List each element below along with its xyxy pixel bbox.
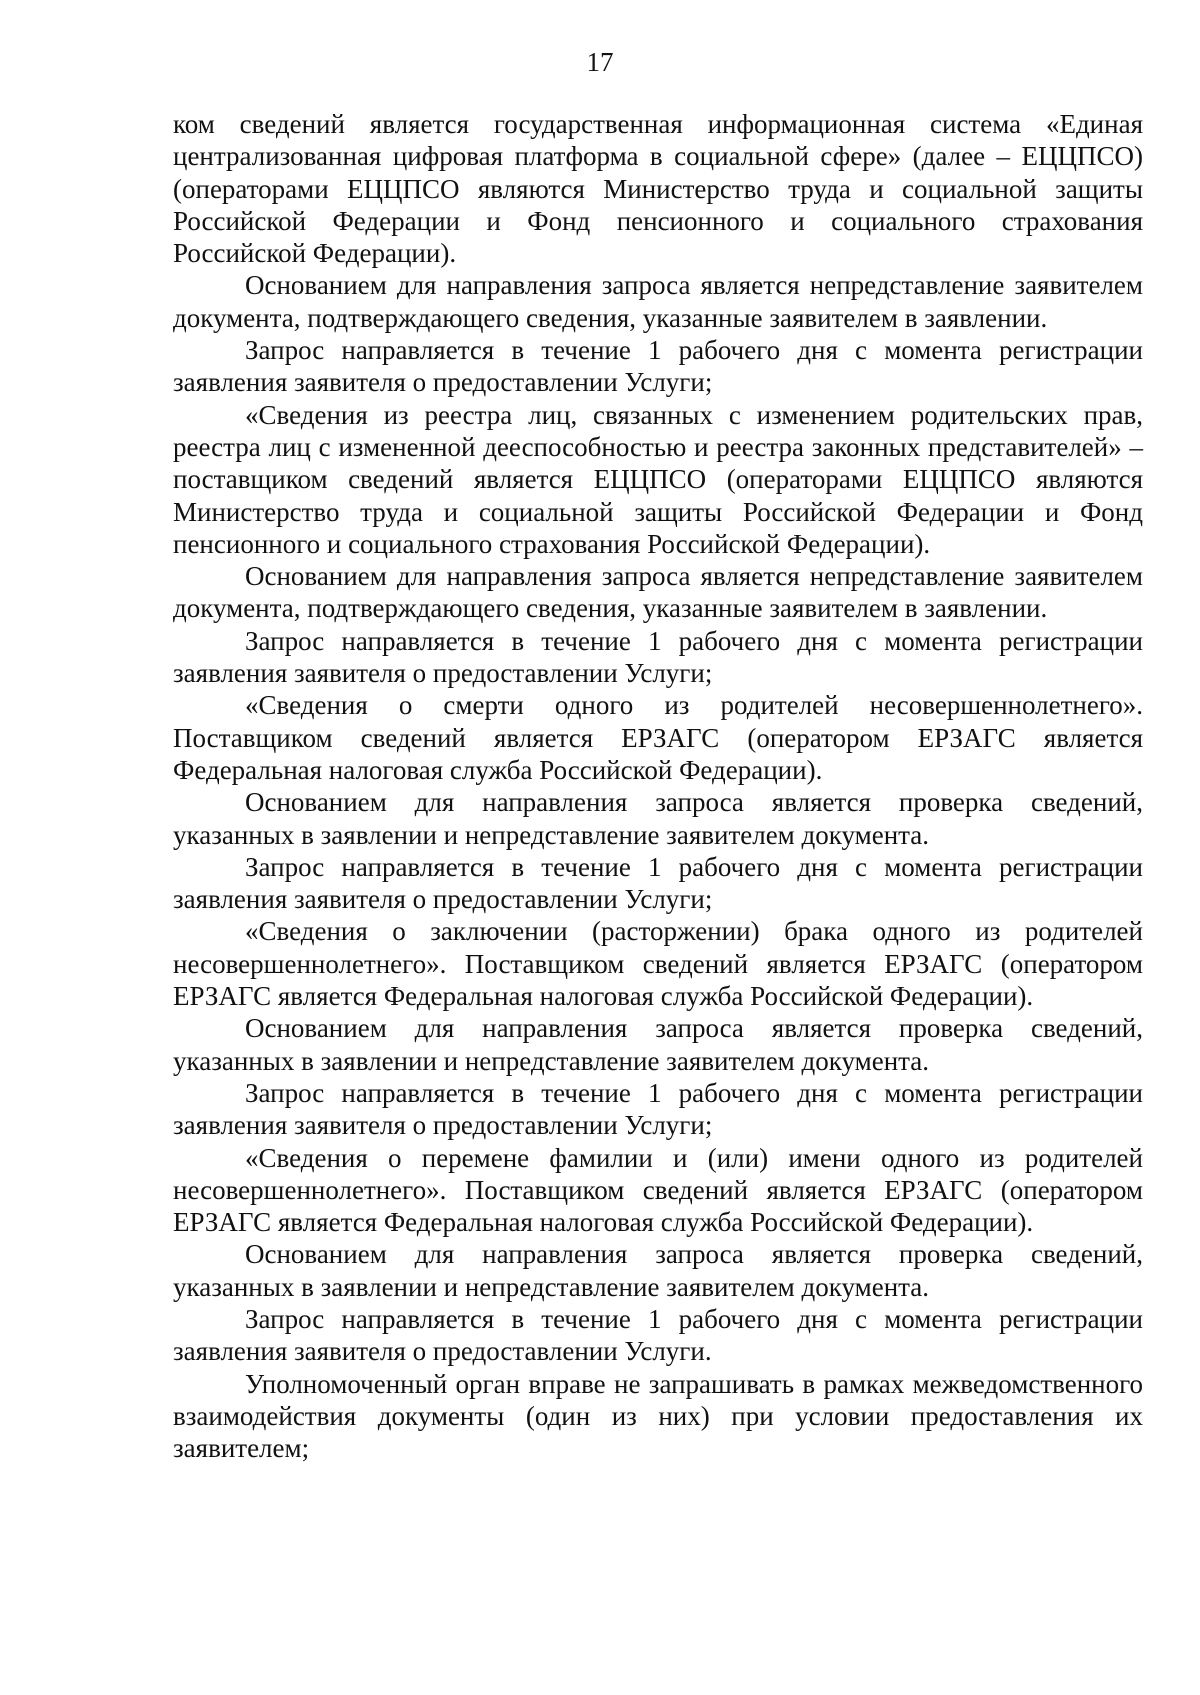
paragraph: Уполномоченный орган вправе не запрашивать в рамках межведомственного взаимодействия документы (один из них) при условии предоставления их заявителем; [173, 1368, 1143, 1464]
paragraph: ком сведений является государственная информационная система «Единая централизованная цифровая платформа в социальной сфере» (далее – ЕЦЦПСО) (операторами ЕЦЦПСО являются Министерство труда и социальной защиты Российской Федерации и Фонд пенсионного и социального страхования Российской Федерации). [173, 109, 1143, 269]
paragraph: «Сведения из реестра лиц, связанных с изменением родительских прав, реестра лиц с измененной дееспособностью и реестра законных представителей» – поставщиком сведений является ЕЦЦПСО (операторами ЕЦЦПСО являются Министерство труда и социальной защиты Российской Федерации и Фонд пенсионного и социального страхования Российской Федерации). [173, 399, 1143, 559]
document-body [173, 108, 1143, 1464]
paragraph: Запрос направляется в течение 1 рабочего дня с момента регистрации заявления заявителя о предоставлении Услуги; [173, 1077, 1143, 1141]
paragraph: Основанием для направления запроса является проверка сведений, указанных в заявлении и непредставление заявителем документа. [173, 1013, 1143, 1076]
paragraph: Основанием для направления запроса является проверка сведений, указанных в заявлении и непредставление заявителем документа. [173, 1239, 1143, 1302]
paragraph: Запрос направляется в течение 1 рабочего дня с момента регистрации заявления заявителя о предоставлении Услуги; [173, 625, 1143, 689]
paragraph: Запрос направляется в течение 1 рабочего дня с момента регистрации заявления заявителя о предоставлении Услуги; [173, 851, 1143, 915]
page-number: 17 [586, 47, 614, 77]
paragraph: Основанием для направления запроса является непредставление заявителем документа, подтверждающего сведения, указанные заявителем в заявлении. [173, 561, 1143, 624]
paragraph: «Сведения о смерти одного из родителей несовершеннолетнего». Поставщиком сведений является ЕРЗАГС (оператором ЕРЗАГС является Федеральная налоговая служба Российской Федерации). [173, 690, 1143, 785]
paragraph: Основанием для направления запроса является проверка сведений, указанных в заявлении и непредставление заявителем документа. [173, 787, 1143, 850]
paragraph: Запрос направляется в течение 1 рабочего дня с момента регистрации заявления заявителя о предоставлении Услуги. [173, 1303, 1143, 1367]
paragraph: Основанием для направления запроса является непредставление заявителем документа, подтверждающего сведения, указанные заявителем в заявлении. [173, 270, 1143, 333]
paragraph: «Сведения о перемене фамилии и (или) имени одного из родителей несовершеннолетнего». Поставщиком сведений является ЕРЗАГС (оператором ЕРЗАГС является Федеральная налоговая служба Российской Федерации). [173, 1142, 1143, 1238]
paragraph: «Сведения о заключении (расторжении) брака одного из родителей несовершеннолетнего». Поставщиком сведений является ЕРЗАГС (оператором ЕРЗАГС является Федеральная налоговая служба Российской Федерации). [173, 916, 1143, 1012]
paragraph: Запрос направляется в течение 1 рабочего дня с момента регистрации заявления заявителя о предоставлении Услуги; [173, 335, 1143, 398]
